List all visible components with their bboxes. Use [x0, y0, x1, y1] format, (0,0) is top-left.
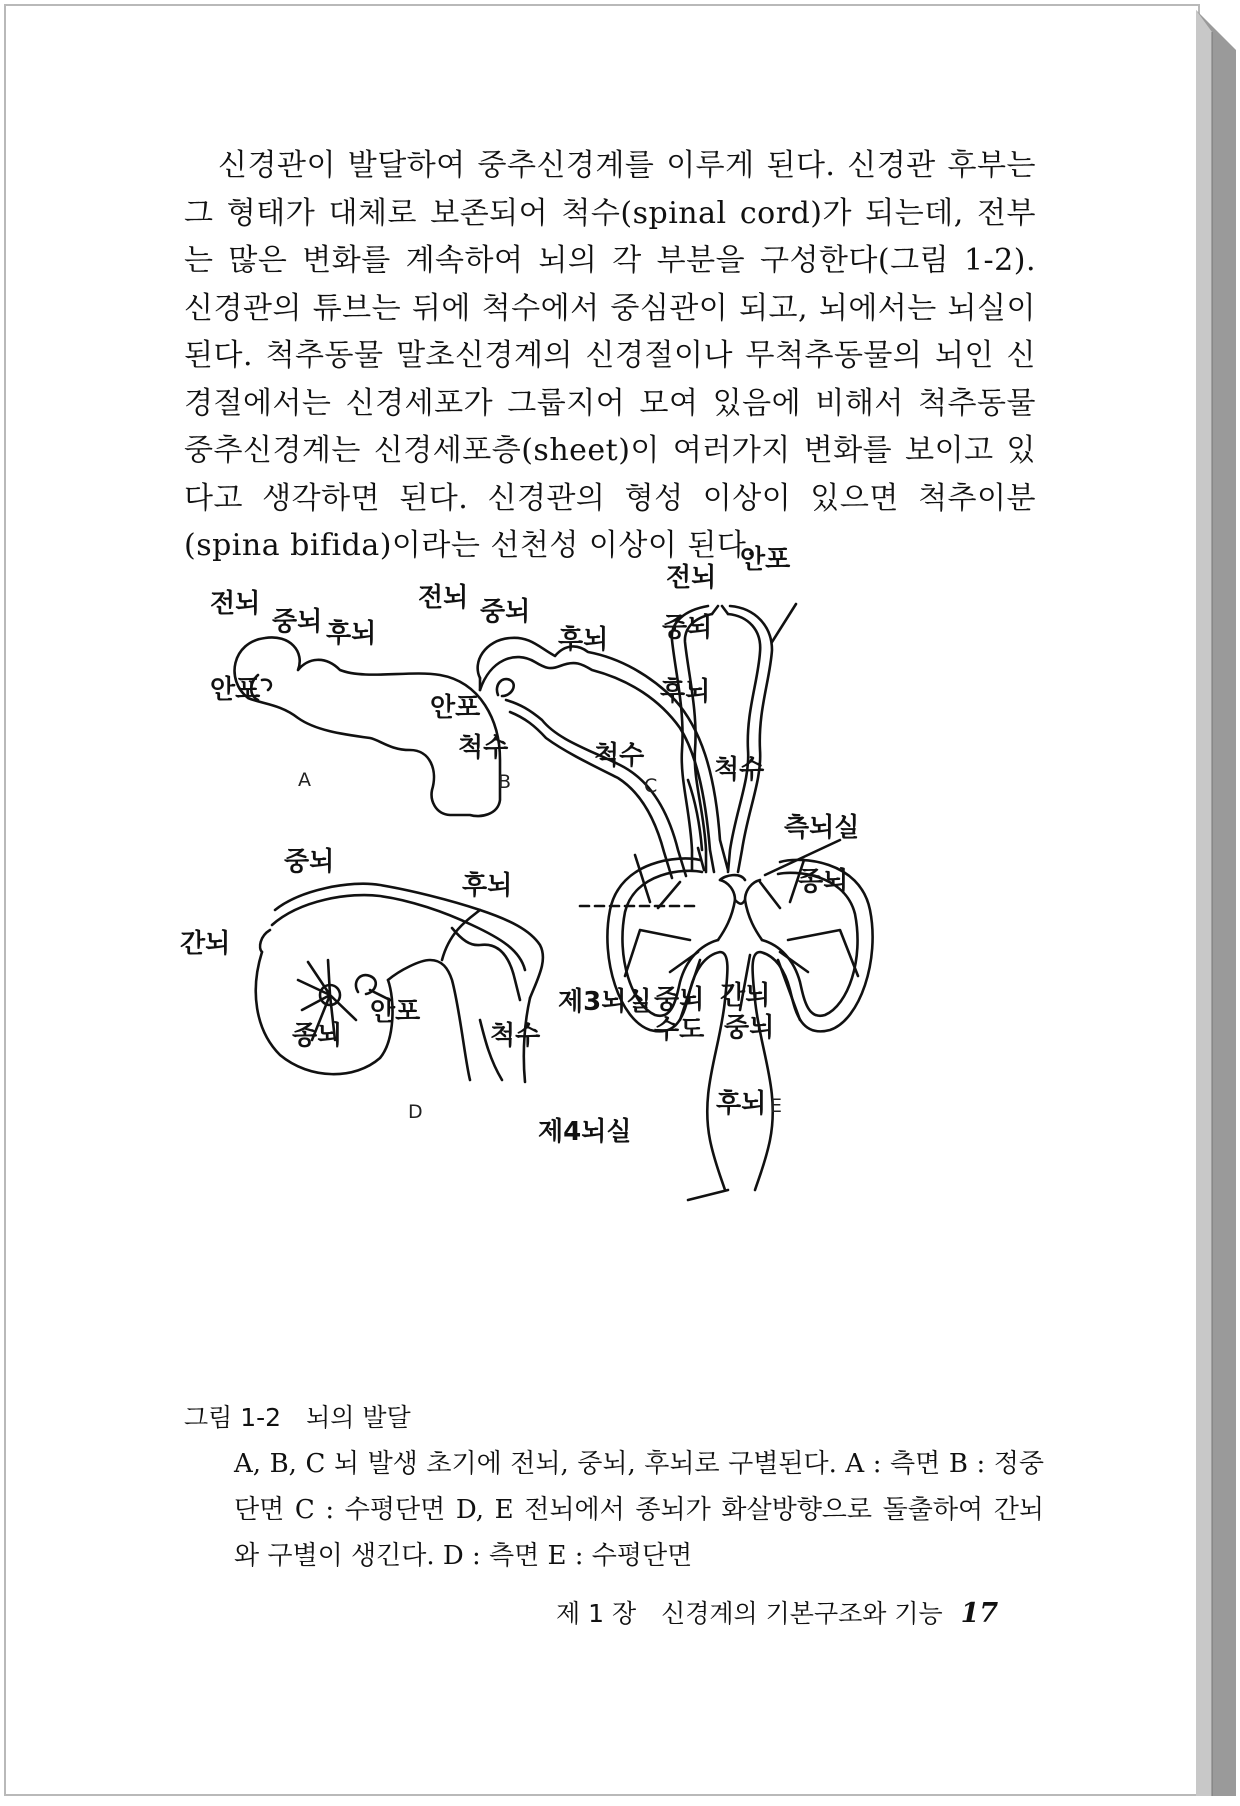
- caption-body: A, B, C 뇌 발생 초기에 전뇌, 중뇌, 후뇌로 구별된다. A : 측면 B : 정중단면 C : 수평단면 D, E 전뇌에서 종뇌가 화살방향으로 돌출하여 간뇌와 구별이 생긴다. D : 측면 E : 수평단면: [234, 1449, 1044, 1571]
- label-hindbrain-c: 후뇌: [660, 677, 711, 707]
- chapter-title: 제 1 장 신경계의 기본구조와 기능: [556, 1599, 943, 1628]
- panel-letter-e: E: [770, 1095, 783, 1117]
- panel-letter-b: B: [498, 771, 512, 793]
- label-midbrain-a: 중뇌: [272, 607, 323, 637]
- panel-letter-d: D: [408, 1101, 423, 1123]
- label-telencephalon-e: 종뇌: [798, 867, 849, 897]
- label-forebrain-b: 전뇌: [418, 583, 469, 613]
- label-spinal-cord-c: 척수: [714, 755, 765, 785]
- body-paragraph: [184, 142, 1036, 570]
- label-hindbrain-d: 후뇌: [462, 871, 513, 901]
- label-fourth-ventricle-e: 제4뇌실: [538, 1117, 632, 1147]
- label-optic-vesicle-c: 안포: [740, 545, 791, 575]
- page-edge-shadow: [1196, 10, 1236, 1796]
- caption-title: 그림 1-2 뇌의 발달: [184, 1403, 411, 1432]
- label-spinal-cord-b: 척수: [594, 741, 645, 771]
- label-forebrain-c: 전뇌: [666, 563, 717, 593]
- panel-d-drawing: [256, 884, 543, 1082]
- label-midbrain-c: 중뇌: [662, 613, 713, 643]
- label-diencephalon-d: 간뇌: [180, 929, 231, 959]
- running-footer: [556, 1594, 1026, 1630]
- label-optic-vesicle-d: 안포: [370, 997, 421, 1027]
- panel-a-drawing: [235, 637, 500, 816]
- label-telencephalon-d: 종뇌: [292, 1021, 343, 1051]
- page-number: 17: [960, 1598, 999, 1629]
- label-hindbrain-e: 후뇌: [716, 1089, 767, 1119]
- label-hindbrain-a: 후뇌: [326, 619, 377, 649]
- label-lateral-ventricle-e: 측뇌실: [784, 813, 860, 843]
- label-third-ventricle-e: 제3뇌실: [558, 987, 652, 1017]
- label-midbrain-e-inner: 중뇌: [654, 985, 705, 1015]
- label-midbrain-b: 중뇌: [480, 597, 531, 627]
- panel-letter-a: A: [298, 769, 311, 791]
- label-midbrain-d: 중뇌: [284, 847, 335, 877]
- label-spinal-cord-a: 척수: [458, 733, 509, 763]
- label-diencephalon-e: 간뇌: [720, 981, 771, 1011]
- label-optic-vesicle-b: 안포: [430, 693, 481, 723]
- panel-letter-c: C: [644, 775, 658, 797]
- label-optic-vesicle-a: 안포: [210, 675, 261, 705]
- label-spinal-cord-d: 척수: [490, 1021, 541, 1051]
- label-forebrain-a: 전뇌: [210, 589, 261, 619]
- figure-caption: [184, 1395, 1044, 1579]
- paragraph-text: 신경관이 발달하여 중추신경계를 이루게 된다. 신경관 후부는 그 형태가 대체로 보존되어 척수(spinal cord)가 되는데, 전부는 많은 변화를 계속하여 뇌의 각 부분을 구성한다(그림 1-2). 신경관의 튜브는 뒤에 척수에서 중심관이 되고, 뇌에서는 뇌실이 된다. 척추동물 말초신경계의 신경절이나 무척추동물의 뇌인 신경절에서는 신경세포가 그룹지어 모여 있음에 비해서 척추동물 중추신경계는 신경세포층(sheet)이 여러가지 변화를 보이고 있다고 생각하면 된다. 신경관의 형성 이상이 있으면 척추이분(spina bifida)이라는 선천성 이상이 된다.: [184, 148, 1036, 563]
- brain-development-figure: [180, 545, 1020, 1360]
- label-hindbrain-b: 후뇌: [558, 625, 609, 655]
- label-aqueduct-e: 수도: [654, 1015, 705, 1045]
- panel-c-drawing: [672, 604, 796, 872]
- label-midbrain-e: 중뇌: [724, 1013, 775, 1043]
